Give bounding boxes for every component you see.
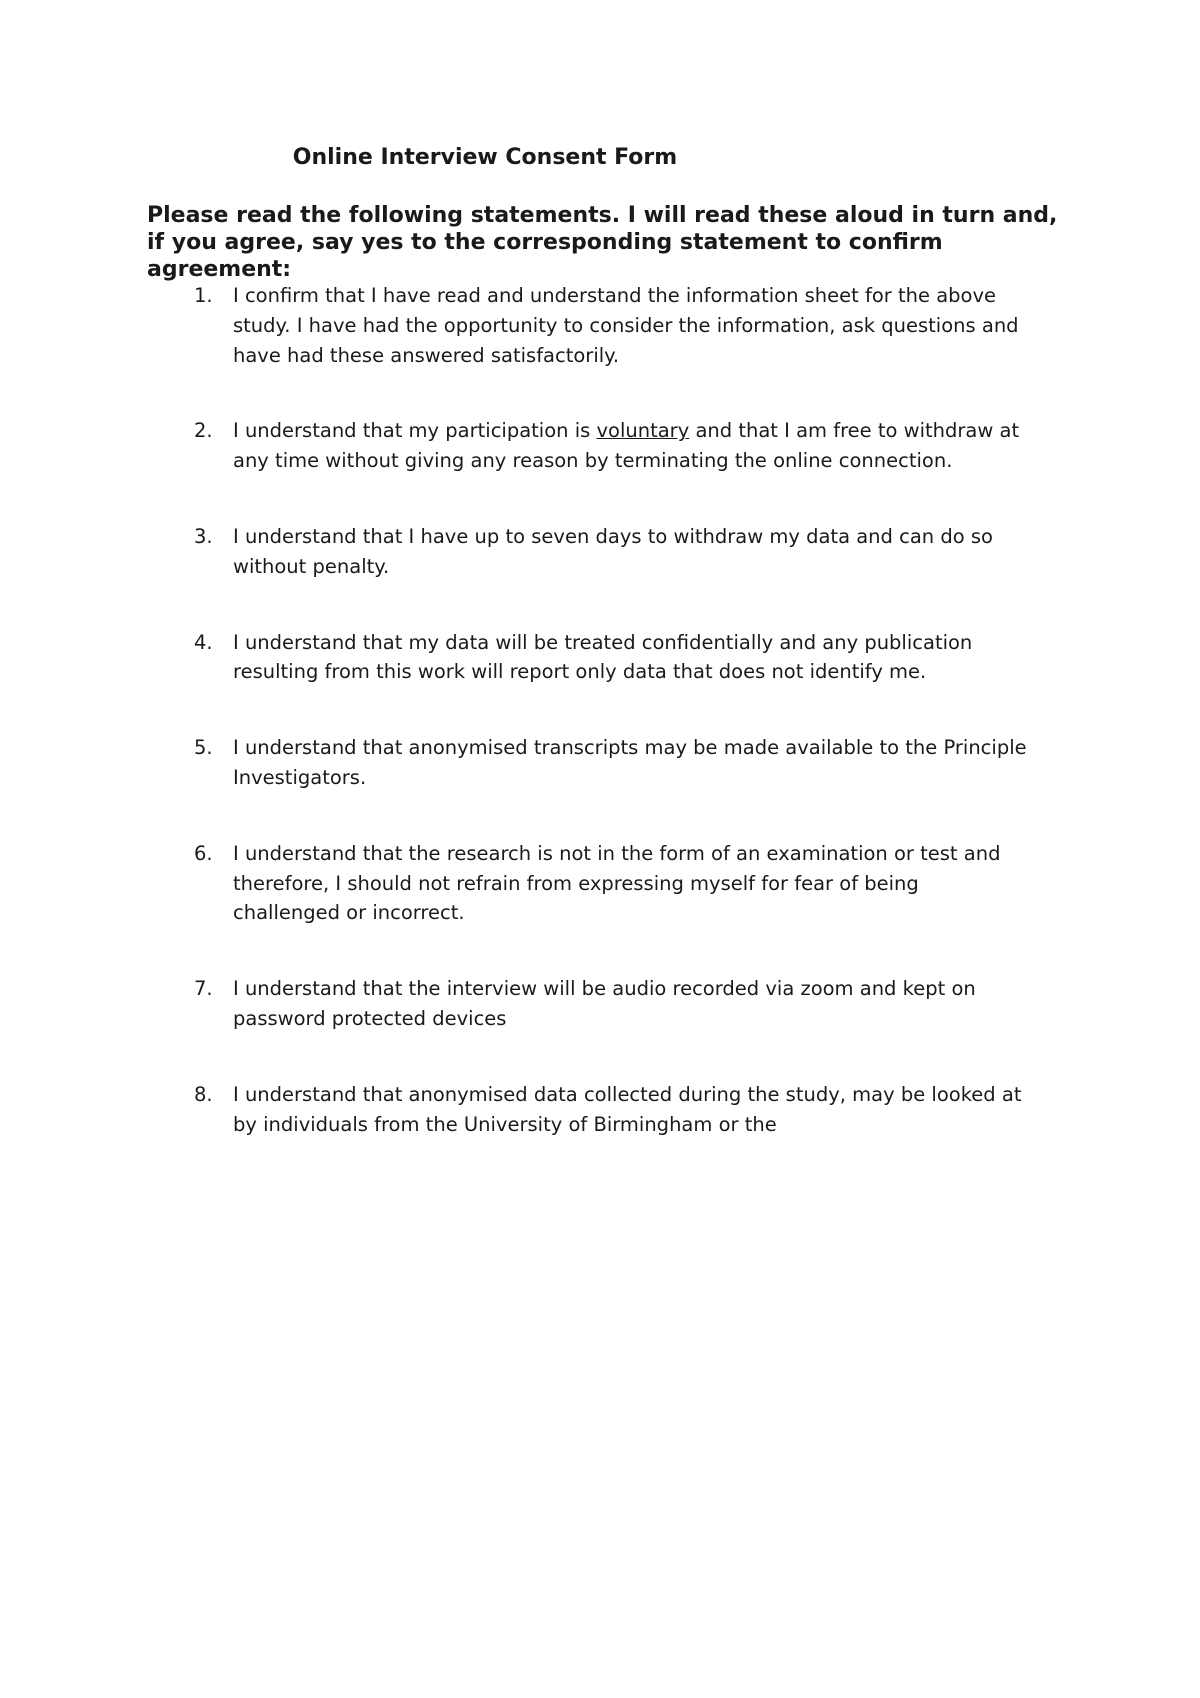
statement-text: I understand that anonymised data collected during the study, may be looked at by individuals from the University of Birmingham or the (233, 1082, 1022, 1136)
statement-text-before: I understand that my participation is (233, 419, 597, 443)
statement-text (233, 419, 1019, 472)
consent-statement-3 (147, 522, 1027, 582)
intro-instructions: Please read the following statements. I will read these aloud in turn and, if you agree, say yes to the corresponding statement to confirm agreement: (147, 203, 1058, 282)
statement-number: 5. (194, 736, 213, 760)
consent-statements-list (147, 281, 1027, 1139)
statement-text: I understand that the research is not in the form of an examination or test and therefore, I should not refrain from expressing myself for fear of being challenged or incorrect. (233, 841, 1001, 925)
consent-statement-7 (147, 974, 1027, 1034)
document-title: Online Interview Consent Form (292, 145, 678, 170)
statement-text: I understand that the interview will be audio recorded via zoom and kept on password protected devices (233, 977, 976, 1030)
consent-statement-8 (147, 1080, 1027, 1139)
statement-number: 8. (194, 1082, 213, 1106)
statement-text: I understand that my data will be treated confidentially and any publication resulting from this work will report only data that does not identify me. (233, 630, 973, 684)
voluntary-underlined-word: voluntary (596, 419, 690, 443)
statement-text: I confirm that I have read and understand the information sheet for the above study. I have had the opportunity to consider the information, ask questions and have had these answered satisfactorily. (233, 284, 1019, 367)
consent-statement-4 (147, 628, 1027, 688)
statement-text-after: and that I am free to withdraw at any time without giving any reason by terminating the online connection. (233, 419, 1020, 473)
statement-text: I understand that I have up to seven days to withdraw my data and can do so without penalty. (233, 524, 993, 578)
statement-number: 3. (194, 524, 213, 548)
statement-number: 6. (194, 841, 213, 865)
consent-statement-6 (147, 839, 1027, 928)
statement-number: 7. (194, 977, 213, 1001)
statement-number: 1. (194, 284, 213, 307)
consent-statement-2 (147, 416, 1027, 476)
statement-number: 2. (194, 419, 213, 443)
statement-text: I understand that anonymised transcripts may be made available to the Principle Investigators. (233, 736, 1027, 789)
consent-statement-5 (147, 733, 1027, 793)
consent-statement-1 (147, 281, 1027, 370)
statement-number: 4. (194, 630, 213, 654)
